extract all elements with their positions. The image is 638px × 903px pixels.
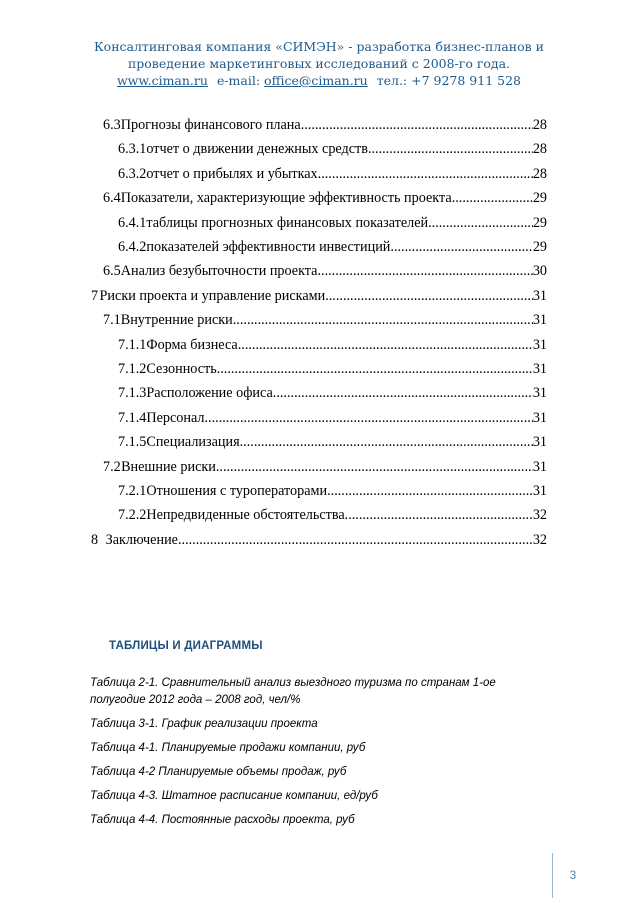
toc-entry-title: Прогнозы финансового плана — [120, 117, 301, 133]
toc-entry-page: 31 — [532, 458, 547, 475]
toc-entry[interactable] — [118, 482, 547, 500]
toc-entry-page: 31 — [532, 361, 547, 377]
toc-entry-number: 7.1 — [103, 312, 121, 329]
toc-entry-page: 31 — [532, 434, 547, 451]
toc-dot-leader — [390, 238, 532, 256]
toc-dot-leader — [205, 409, 533, 427]
toc-entry-page: 32 — [532, 507, 547, 524]
toc-dot-leader — [368, 140, 533, 158]
toc-dot-leader — [216, 458, 533, 476]
toc-entry-title: Заключение — [105, 531, 178, 548]
toc-entry-title: показателей эффективности инвестиций — [146, 239, 391, 255]
toc-entry-page: 30 — [532, 263, 547, 280]
toc-entry[interactable] — [118, 140, 547, 158]
toc-entry-number: 6.4.2 — [118, 239, 147, 255]
toc-entry[interactable] — [103, 189, 547, 207]
toc-entry-page: 31 — [532, 312, 547, 329]
toc-entry-number: 7 — [91, 287, 99, 304]
toc-entry-title: Специализация — [146, 434, 240, 451]
toc-entry[interactable] — [118, 433, 547, 451]
toc-entry[interactable] — [103, 262, 547, 280]
toc-entry-title: Непредвиденные обстоятельства — [146, 507, 345, 524]
toc-entry-title: таблицы прогнозных финансовых показателей — [146, 214, 429, 231]
toc-entry-page: 31 — [532, 287, 547, 304]
website-link[interactable]: www.ciman.ru — [116, 73, 208, 88]
header-line-2: проведение маркетинговых исследований с 2008-го года. — [127, 56, 511, 71]
toc-entry-number: 6.3.1 — [118, 141, 147, 158]
toc-entry-page: 29 — [532, 214, 547, 231]
toc-dot-leader — [233, 311, 533, 329]
toc-entry-page: 28 — [532, 165, 547, 182]
toc-dot-leader — [318, 165, 533, 183]
header-contacts — [0, 72, 638, 89]
table-list-item[interactable]: Таблица 2-1. Сравнительный анализ выездного туризма по странам 1-ое полугодие 2012 года – 2008 год, чел/% — [90, 677, 496, 706]
toc-entry[interactable] — [118, 384, 547, 402]
email-label: e-mail: — [216, 73, 265, 88]
toc-dot-leader — [301, 116, 533, 134]
toc-entry-number: 7.2.1 — [118, 483, 147, 499]
toc-entry-number: 6.5 — [103, 263, 121, 280]
toc-dot-leader — [345, 506, 533, 524]
toc-entry-page: 31 — [532, 483, 547, 499]
toc-entry-title: отчет о прибылях и убытках — [146, 165, 318, 182]
table-list-item[interactable]: Таблица 4-2 Планируемые объемы продаж, руб — [90, 766, 347, 778]
toc-entry[interactable] — [91, 287, 547, 305]
toc-dot-leader — [273, 384, 533, 402]
table-list-item[interactable]: Таблица 3-1. График реализации проекта — [90, 718, 318, 730]
toc-entry-page: 28 — [532, 141, 547, 158]
toc-entry-title: Риски проекта и управление рисками — [99, 287, 326, 304]
toc-entry-number: 7.1.3 — [118, 385, 147, 402]
email-link[interactable]: office@ciman.ru — [264, 73, 368, 88]
page-header — [0, 38, 638, 89]
toc-dot-leader — [428, 214, 533, 232]
toc-entry-page: 31 — [532, 409, 547, 426]
tables-section-title: ТАБЛИЦЫ И ДИАГРАММЫ — [109, 640, 263, 652]
toc-entry[interactable] — [118, 506, 547, 524]
tables-list — [90, 675, 550, 836]
toc-entry-title: Анализ безубыточности проекта — [120, 263, 318, 280]
toc-entry-title: Внутренние риски — [120, 312, 233, 329]
toc-entry-page: 32 — [532, 531, 547, 548]
header-line-1: Консалтинговая компания «СИМЭН» - разработка бизнес-планов и — [94, 39, 544, 54]
toc-entry[interactable] — [91, 531, 547, 549]
toc-entry-title: Отношения с туроператорами — [146, 483, 328, 499]
toc-dot-leader — [452, 189, 533, 207]
toc-dot-leader — [327, 482, 533, 500]
toc-entry-number: 6.3 — [103, 117, 121, 133]
toc-entry-title: Персонал — [146, 409, 205, 426]
toc-entry[interactable] — [103, 458, 547, 476]
toc-dot-leader — [238, 336, 533, 354]
toc-dot-leader — [325, 287, 533, 305]
toc-entry-title: отчет о движении денежных средств — [146, 141, 368, 158]
toc-entry-number: 6.3.2 — [118, 165, 147, 182]
toc-entry[interactable] — [118, 409, 547, 427]
toc-entry-page: 29 — [532, 239, 547, 255]
toc-entry[interactable] — [118, 238, 547, 256]
toc-entry-title: Показатели, характеризующие эффективность проекта — [120, 190, 452, 207]
toc-entry-number: 6.4 — [103, 190, 121, 207]
toc-entry-number: 7.1.5 — [118, 434, 147, 451]
toc-entry-number: 7.1.4 — [118, 409, 147, 426]
toc-entry-number: 7.2 — [103, 458, 121, 475]
toc-entry[interactable] — [103, 311, 547, 329]
toc-dot-leader — [240, 433, 533, 451]
phone-text: тел.: +7 9278 911 528 — [376, 73, 521, 88]
toc-entry[interactable] — [118, 336, 547, 354]
toc-entry[interactable] — [118, 165, 547, 183]
table-list-item[interactable]: Таблица 4-3. Штатное расписание компании, ед/руб — [90, 790, 378, 802]
toc-entry[interactable] — [118, 360, 547, 378]
toc-entry-page: 31 — [532, 385, 547, 402]
table-list-item[interactable]: Таблица 4-1. Планируемые продажи компании, руб — [90, 742, 366, 754]
toc-dot-leader — [178, 531, 533, 549]
toc-entry-number: 7.1.2 — [118, 361, 147, 377]
toc-entry[interactable] — [103, 116, 547, 134]
table-list-item[interactable]: Таблица 4-4. Постоянные расходы проекта, руб — [90, 814, 355, 826]
toc-entry-page: 28 — [532, 117, 547, 133]
toc-entry-page: 29 — [532, 190, 547, 207]
toc-entry-title: Внешние риски — [121, 458, 216, 475]
toc-dot-leader — [317, 262, 532, 280]
toc-entry-page: 31 — [532, 336, 547, 353]
toc-entry-title: Форма бизнеса — [146, 336, 238, 353]
toc-dot-leader — [217, 360, 533, 378]
toc-entry-title: Расположение офиса — [146, 385, 273, 402]
toc-entry-number: 6.4.1 — [118, 214, 147, 231]
toc-entry-number: 7.1.1 — [118, 336, 147, 353]
toc-entry-title: Сезонность — [146, 361, 217, 377]
page-number-box — [552, 853, 593, 898]
toc-entry[interactable] — [118, 214, 547, 232]
toc-entry-number: 7.2.2 — [118, 507, 147, 524]
toc-entry-number: 8 — [91, 531, 99, 548]
page-number: 3 — [569, 870, 577, 882]
